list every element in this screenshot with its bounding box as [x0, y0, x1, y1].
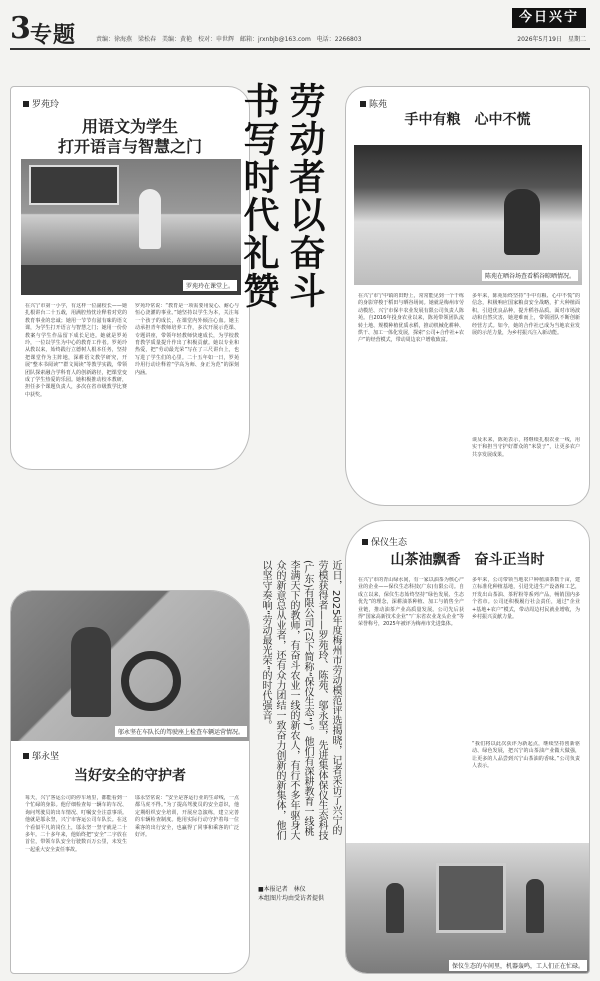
story-wu-box	[10, 590, 250, 974]
bullet-square-icon	[360, 101, 366, 107]
story-wu-title: 当好安全的守护者	[74, 768, 186, 784]
bullet-square-icon	[23, 753, 29, 759]
teacher-figure	[139, 189, 161, 249]
story-chen-body-col2b: 谈及未来，陈苑表示，将继续扎根农业一线，用实干和担当守护好群众的“米袋子”，让更多农户共享发展成果。	[472, 437, 580, 458]
story-chen-body-col1: 在兴宁市宁中镇的田野上，常常能见到一个干练的身影穿梭于稻田与晒谷场间。她就是梅州市劳动模范、兴宁市保丰农业发展有限公司负责人陈苑。自2016年投身农业以来，陈苑带领团队流转土地、规模种植优质水稻，推动机械化耕种、烘干、加工一体化发展，探索“公司+合作社+农户”的经营模式，带动周边农户增收致富。	[358, 293, 464, 344]
machinery	[436, 863, 506, 933]
story-baoyi-body-col1: 在兴宁市的青山绿水间，有一家以油茶为核心产业的企业——保仪生态科技(广东)有限公司。自成立以来，保仪生态始终坚持“绿色发展、生态优先”的理念，深耕油茶种植、加工与销售全产业链，推动油茶产业高质量发展。公司先后获得“国家高新技术企业”“广东省农业龙头企业”等荣誉称号，2025年被评为梅州市先进集体。	[358, 577, 464, 628]
story-wu-author: 邬永坚	[23, 749, 59, 762]
factory-workshop-photo	[346, 843, 590, 974]
worker-figure-2	[526, 879, 544, 933]
reporter-credit: ■本报记者 林仪 本组图片均由受访者提供	[258, 886, 325, 902]
bullet-square-icon	[362, 539, 368, 545]
story-baoyi-caption: 保仪生态的车间里，机器轰鸣，工人们正在忙碌。	[449, 960, 587, 971]
story-baoyi-body-col2b: “我们将以此次获评为新起点，继续坚持创新驱动、绿色发展，把兴宁的山茶油产业做大做强，让更多的人品尝到兴宁山茶油的香味。”公司负责人表示。	[472, 741, 580, 770]
newspaper-header	[0, 0, 600, 58]
bullet-square-icon	[23, 101, 29, 107]
story-wu-body-col2: 邬永坚常说：“安全是客运行业的生命线，一点都马虎不得。”为了提高驾驶员的安全意识，他定期组织安全培训，开展应急演练，建立完善的车辆检查制度。他用实际行动守护着每一位乘客的出行安全，也赢得了同事和乘客的广泛好评。	[135, 795, 239, 839]
story-chen-title: 手中有粮 心中不慌	[404, 112, 531, 128]
editor-credits: 责编：徐海燕 梁松春 美编：黄艳 校对：申世辉 邮箱：jrxnbjb@163.com 电话：2266803	[96, 36, 362, 43]
story-luo-author: 罗苑玲	[23, 97, 59, 110]
story-wu-caption: 邬永坚在车队长的驾驶座上检查车辆运营情况。	[115, 726, 247, 737]
rice-drying-photo	[354, 145, 582, 285]
header-rule	[10, 48, 590, 50]
story-chen-caption: 陈苑在晒谷场查看稻谷晾晒情况。	[482, 270, 578, 281]
worker-figure-1	[386, 883, 404, 933]
story-chen-box	[345, 86, 590, 506]
farmer-figure	[504, 189, 540, 255]
section-title: 专题	[30, 22, 77, 48]
story-baoyi-author: 保仪生态	[362, 535, 407, 548]
story-luo-caption: 罗苑玲在课堂上。	[183, 280, 237, 291]
page-number: 3	[10, 11, 31, 46]
story-luo-body-col2: 罗苑玲常说：“教育是一项需要用爱心、耐心与恒心浇灌的事业。”她坚持以学生为本，关注每一个孩子的成长，在课堂内外倾注心血。她主动承担青年教师培养工作，多次开展示范课、专题讲座，带领年轻教师快速成长，为学校教育教学质量提升作出了积极贡献。她以专业和热爱，把“劳动最光荣”写在了三尺讲台上，也写进了学生们的心里。二十五年如一日，罗苑玲用行动诠释着“学高为师、身正为范”的深刻内涵。	[135, 303, 239, 376]
feature-headline: 劳动者以奋斗书写时代礼赞	[238, 82, 326, 310]
story-wu-body-col1: 每天，兴宁客运公司的停车场里，都能看到一个忙碌的身影。他仔细检查每一辆车的车况、询问驾驶员的出车情况、叮嘱安全注意事项。他就是邬永坚，兴宁市客运公司车队长。在这个看似平凡的岗位上，邬永坚一坚守就是二十多年。二十多年来，他始终把“安全”二字放在首位，带领车队安全行驶数百万公里，未发生一起重大安全责任事故。	[25, 795, 127, 853]
story-baoyi-title: 山茶油飘香 奋斗正当时	[390, 552, 545, 568]
driver-figure	[71, 627, 111, 717]
steering-wheel	[121, 651, 181, 711]
story-chen-body-col2: 多年来，陈苑始终坚持“手中有粮、心中不慌”的信念，积极响应国家粮食安全战略，扩大种植面积，引进优良品种，提升稻谷品质。面对市场波动和自然灾害，她迎难而上，带领团队不断创新经营方式。如今，她的合作社已成为当地农业发展的示范力量，为乡村振兴注入新动能。	[472, 293, 580, 337]
feature-intro: 近日，2025年度梅州市劳动模范评选揭晓，记者采访了兴宁的劳模获得者——罗苑玲、陈苑、邬永坚，先进集体保仪生态科技(广东)有限公司(以下简称“保仪生态”)。他们有深耕教育一线桃李满天下的教师，有奋斗农业一线的新农人，有行不多年驱身大众的新意总从业者，还有众力团结一致奋力创新的新集体，他们以坚守奏响“劳动最光荣”的时代强音。	[260, 560, 341, 840]
classroom-photo	[21, 159, 241, 295]
bus-driver-photo	[11, 591, 250, 741]
story-luo-body-col1: 在兴宁市第一小学，有这样一位副校长——她扎根讲台二十五载，用满腔热忱诠释着对党的教育事业的忠诚；她用一节节有滋有味的语文课，为学生打开语言与智慧之门；她用一份份教案与学生作品留下成长足迹。她就是罗苑玲，一位以学生为中心的教育工作者。罗苑玲从教以来，始终践行立德树人根本任务，坚持把课堂作为主阵地，深耕语文教学研究，开展“整本书阅读”“群文阅读”等教学实践，带领团队探索融合学科育人的创新路径，把课堂变成了学生热爱的乐园。她积极推动校本教研，担任多个课题负责人，多次在省市级教学比赛中获奖。	[25, 303, 127, 398]
issue-date: 2026年5月19日 星期二	[517, 36, 586, 43]
story-baoyi-box	[345, 520, 590, 974]
story-luo-title: 用语文为学生 打开语言与智慧之门	[57, 117, 202, 156]
blackboard	[29, 165, 119, 205]
story-chen-author: 陈苑	[360, 97, 387, 110]
story-luo-box	[10, 86, 250, 470]
newspaper-logo: 今日兴宁	[512, 8, 586, 28]
story-baoyi-body-col2: 多年来，公司带领当地农户种植油茶数千亩，建立标准化种植基地，引进先进生产设备和工艺，开发出山茶油、茶籽粉等系列产品，畅销国内多个省市。公司还积极履行社会责任，通过“企业+基地+农户”模式，带动周边村民就业增收，为乡村振兴贡献力量。	[472, 577, 580, 621]
